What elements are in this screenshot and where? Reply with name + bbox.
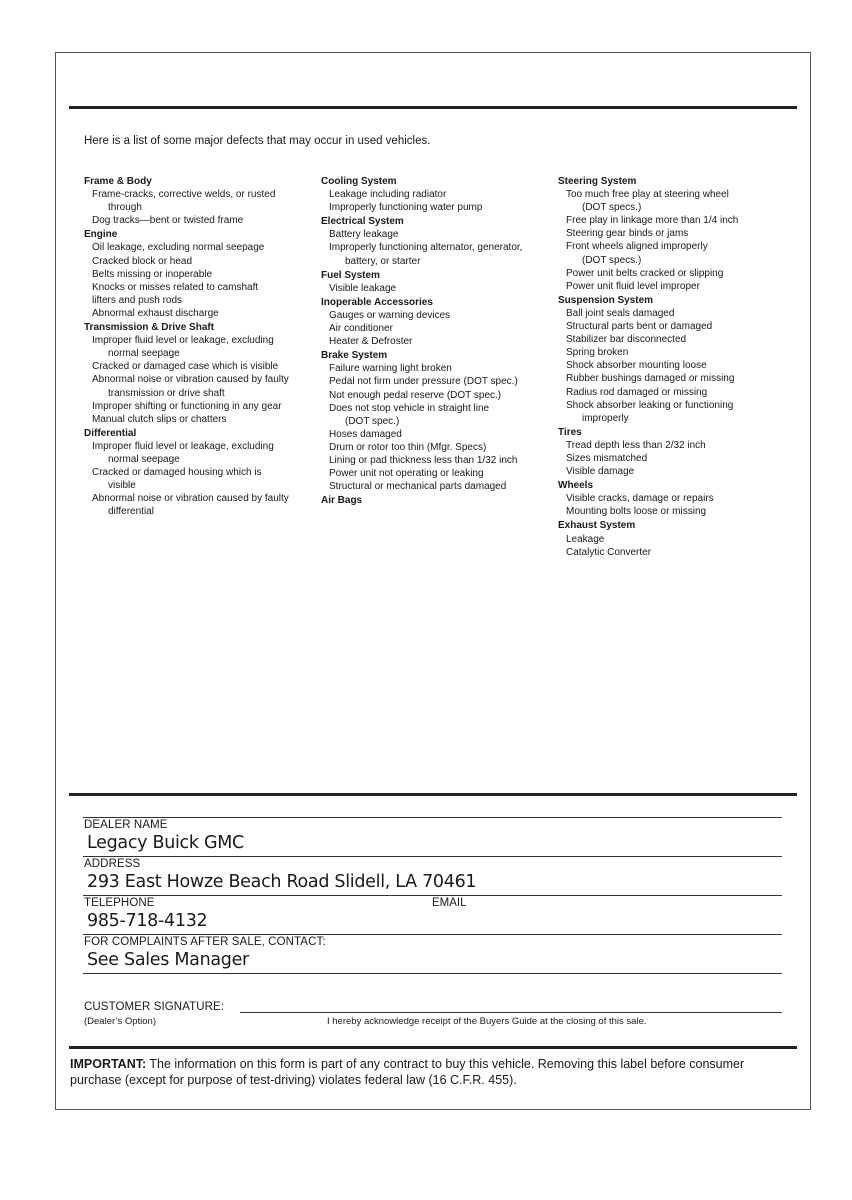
- defect-item-continuation: visible: [108, 480, 136, 492]
- defect-item: [84, 214, 320, 227]
- defect-item-text: Leakage including radiator: [329, 189, 447, 201]
- defect-item: [558, 333, 794, 346]
- address-value[interactable]: 293 East Howze Beach Road Slidell, LA 70461: [87, 872, 477, 892]
- defect-item: [84, 334, 320, 360]
- defect-item: [321, 335, 557, 348]
- defect-item-text: Lining or pad thickness less than 1/32 inch: [329, 454, 518, 466]
- dealer-name-line: [83, 856, 782, 857]
- dealer-option-note: (Dealer’s Option): [84, 1016, 156, 1027]
- important-rule: [69, 1046, 797, 1049]
- defect-item-text: Cracked or damaged housing which is: [92, 467, 262, 479]
- defect-item-text: Visible cracks, damage or repairs: [566, 493, 714, 505]
- defect-item-text: Manual clutch slips or chatters: [92, 413, 227, 425]
- acknowledge-note: I hereby acknowledge receipt of the Buyers Guide at the closing of this sale.: [327, 1016, 647, 1027]
- defect-item-text: Pedal not firm under pressure (DOT spec.): [329, 376, 518, 388]
- defect-item-text: Air conditioner: [329, 323, 393, 335]
- defect-item-text: Mounting bolts loose or missing: [566, 506, 707, 518]
- dealer-name-top-line: [83, 817, 782, 818]
- defect-item: [558, 533, 794, 546]
- top-rule: [69, 106, 797, 109]
- defect-section-title: Cooling System: [321, 176, 397, 187]
- defect-item-text: Free play in linkage more than 1/4 inch: [566, 215, 739, 227]
- defect-item: [321, 309, 557, 322]
- defect-section-title: Wheels: [558, 480, 594, 492]
- defect-item-text: Improper fluid level or leakage, excluding: [92, 335, 274, 347]
- defect-item: [84, 373, 320, 399]
- complaints-label: FOR COMPLAINTS AFTER SALE, CONTACT:: [84, 936, 326, 948]
- defect-item: [321, 201, 557, 214]
- defect-item: [84, 268, 320, 281]
- defect-section-title: Exhaust System: [558, 520, 636, 532]
- defect-item: [558, 240, 794, 266]
- defect-section-title: Steering System: [558, 176, 637, 187]
- intro-text: Here is a list of some major defects that may occur in used vehicles.: [84, 135, 431, 147]
- defect-item: [321, 480, 557, 493]
- defect-section-title: Electrical System: [321, 216, 404, 228]
- defect-section-title: Brake System: [321, 350, 388, 362]
- defect-item: [558, 546, 794, 559]
- defect-item-text: Structural or mechanical parts damaged: [329, 481, 507, 493]
- telephone-label: TELEPHONE: [84, 897, 155, 909]
- defect-item-text: Dog tracks—bent or twisted frame: [92, 215, 244, 227]
- defect-item: [321, 322, 557, 335]
- defect-item: [84, 360, 320, 373]
- defect-item-text: Structural parts bent or damaged: [566, 321, 713, 333]
- defect-item-text: Leakage: [566, 533, 605, 545]
- defect-item-continuation: (DOT specs.): [582, 202, 642, 214]
- defect-item: [558, 359, 794, 372]
- signature-line[interactable]: [240, 1012, 782, 1013]
- defect-item-text: Visible leakage: [329, 282, 397, 294]
- defect-item-text: Tread depth less than 2/32 inch: [566, 439, 706, 451]
- defect-item: [558, 320, 794, 333]
- defect-item: [321, 375, 557, 388]
- defect-item-text: Heater & Defroster: [329, 336, 413, 348]
- complaints-value[interactable]: See Sales Manager: [87, 950, 249, 970]
- defect-item: [84, 492, 320, 518]
- defect-item-continuation: (DOT specs.): [582, 254, 642, 266]
- dealer-name-value[interactable]: Legacy Buick GMC: [87, 833, 244, 853]
- defect-item-text: Does not stop vehicle in straight line: [329, 402, 490, 414]
- defect-item: [558, 492, 794, 505]
- defect-item: [321, 454, 557, 467]
- defect-item-continuation: differential: [108, 506, 154, 518]
- signature-label: CUSTOMER SIGNATURE:: [84, 1001, 225, 1013]
- defect-item-text: Rubber bushings damaged or missing: [566, 373, 735, 385]
- defect-item-text: Hoses damaged: [329, 428, 402, 440]
- defect-item: [321, 389, 557, 402]
- defect-item-text: Knocks or misses related to camshaft: [92, 281, 259, 293]
- defect-item: [84, 440, 320, 466]
- defect-item-text: lifters and push rods: [92, 294, 183, 306]
- defect-item-text: Steering gear binds or jams: [566, 228, 689, 240]
- important-notice: [70, 1056, 790, 1088]
- defect-item-text: Ball joint seals damaged: [566, 307, 675, 319]
- defect-section-title: Air Bags: [321, 495, 363, 507]
- defect-section-title: Inoperable Accessories: [321, 296, 433, 308]
- defect-item: [558, 227, 794, 240]
- defects-column-2: [321, 174, 557, 507]
- defect-item: [321, 402, 557, 428]
- address-label: ADDRESS: [84, 858, 141, 870]
- defect-item-continuation: transmission or drive shaft: [108, 387, 225, 399]
- defect-item-text: Catalytic Converter: [566, 546, 652, 558]
- dealer-section-rule: [69, 793, 797, 796]
- defect-item: [558, 399, 794, 425]
- address-line: [83, 895, 782, 896]
- defect-item: [84, 255, 320, 268]
- defect-item-text: Abnormal exhaust discharge: [92, 307, 219, 319]
- defect-item: [321, 188, 557, 201]
- defect-item-text: Improper shifting or functioning in any gear: [92, 400, 282, 412]
- defect-item-text: Abnormal noise or vibration caused by faulty: [92, 374, 289, 386]
- defect-item-text: Improper fluid level or leakage, excluding: [92, 440, 274, 452]
- defect-item-text: Cracked or damaged case which is visible: [92, 361, 279, 373]
- defect-item: [321, 467, 557, 480]
- defect-item: [84, 188, 320, 214]
- defects-column-1: [84, 174, 320, 518]
- defect-item: [84, 294, 320, 307]
- defect-item-text: Oil leakage, excluding normal seepage: [92, 242, 265, 254]
- defect-item-text: Sizes mismatched: [566, 452, 648, 464]
- defect-item-text: Front wheels aligned improperly: [566, 241, 708, 253]
- defect-section-title: Differential: [84, 427, 137, 439]
- defect-item: [558, 307, 794, 320]
- defect-item: [84, 466, 320, 492]
- defect-item-text: Gauges or warning devices: [329, 309, 451, 321]
- defect-item: [558, 452, 794, 465]
- defect-item: [84, 307, 320, 320]
- defect-item: [321, 241, 557, 267]
- defect-item: [321, 228, 557, 241]
- defect-item-continuation: through: [108, 202, 142, 214]
- defect-item-text: Shock absorber mounting loose: [566, 360, 707, 372]
- defect-item: [558, 505, 794, 518]
- defect-section-title: Frame & Body: [84, 176, 152, 187]
- defect-item-text: Frame-cracks, corrective welds, or rusted: [92, 189, 276, 201]
- defect-item-continuation: improperly: [582, 412, 629, 424]
- defect-item: [84, 400, 320, 413]
- defect-item-text: Shock absorber leaking or functioning: [566, 399, 734, 411]
- dealer-name-label: DEALER NAME: [84, 819, 168, 831]
- defect-item: [558, 267, 794, 280]
- defect-item: [321, 282, 557, 295]
- defect-item-text: Power unit not operating or leaking: [329, 468, 484, 480]
- defect-item: [84, 413, 320, 426]
- defect-section-title: Fuel System: [321, 269, 380, 281]
- defect-item-text: Power unit belts cracked or slipping: [566, 267, 724, 279]
- defect-item-text: Too much free play at steering wheel: [566, 189, 729, 201]
- defect-item: [558, 465, 794, 478]
- important-text: The information on this form is part of any contract to buy this vehicle. Removing this label before consumer purchase (except for purpose of test-driving) violates federal law (16 C.F.R. 455).: [70, 1057, 745, 1087]
- defect-item-text: Not enough pedal reserve (DOT spec.): [329, 389, 502, 401]
- defect-item: [558, 346, 794, 359]
- defect-item-continuation: normal seepage: [108, 453, 180, 465]
- defects-column-3: [558, 174, 794, 559]
- defect-item-text: Improperly functioning water pump: [329, 202, 483, 214]
- defect-item-continuation: normal seepage: [108, 348, 180, 360]
- defect-section-title: Suspension System: [558, 294, 654, 306]
- defect-item-text: Visible damage: [566, 466, 635, 478]
- telephone-line: [83, 934, 782, 935]
- defect-section-title: Tires: [558, 426, 582, 438]
- defect-item: [84, 241, 320, 254]
- defect-item-text: Spring broken: [566, 347, 629, 359]
- defect-item-text: Cracked block or head: [92, 255, 193, 267]
- defect-item: [558, 372, 794, 385]
- defect-item-text: Abnormal noise or vibration caused by faulty: [92, 493, 289, 505]
- defect-section-title: Engine: [84, 229, 118, 241]
- defect-item: [321, 441, 557, 454]
- telephone-value[interactable]: 985-718-4132: [87, 911, 208, 931]
- defect-item: [558, 188, 794, 214]
- defect-item-text: Battery leakage: [329, 229, 399, 241]
- defect-item-text: Radius rod damaged or missing: [566, 386, 708, 398]
- defect-item-continuation: battery, or starter: [345, 255, 421, 267]
- defect-item-text: Failure warning light broken: [329, 363, 452, 375]
- defect-item-text: Stabilizer bar disconnected: [566, 334, 687, 346]
- defect-item: [321, 362, 557, 375]
- defect-item-continuation: (DOT spec.): [345, 415, 400, 427]
- defect-item-text: Power unit fluid level improper: [566, 280, 700, 292]
- important-lead: IMPORTANT:: [70, 1057, 147, 1071]
- complaints-line: [83, 973, 782, 974]
- defect-item: [321, 428, 557, 441]
- defect-item: [558, 214, 794, 227]
- defect-item: [84, 281, 320, 294]
- defect-item: [558, 439, 794, 452]
- defect-item-text: Drum or rotor too thin (Mfgr. Specs): [329, 441, 487, 453]
- defect-item-text: Improperly functioning alternator, generator,: [329, 242, 523, 254]
- defect-section-title: Transmission & Drive Shaft: [84, 322, 215, 334]
- defect-item: [558, 280, 794, 293]
- email-label: EMAIL: [432, 897, 467, 909]
- defect-item: [558, 386, 794, 399]
- defect-item-text: Belts missing or inoperable: [92, 268, 213, 280]
